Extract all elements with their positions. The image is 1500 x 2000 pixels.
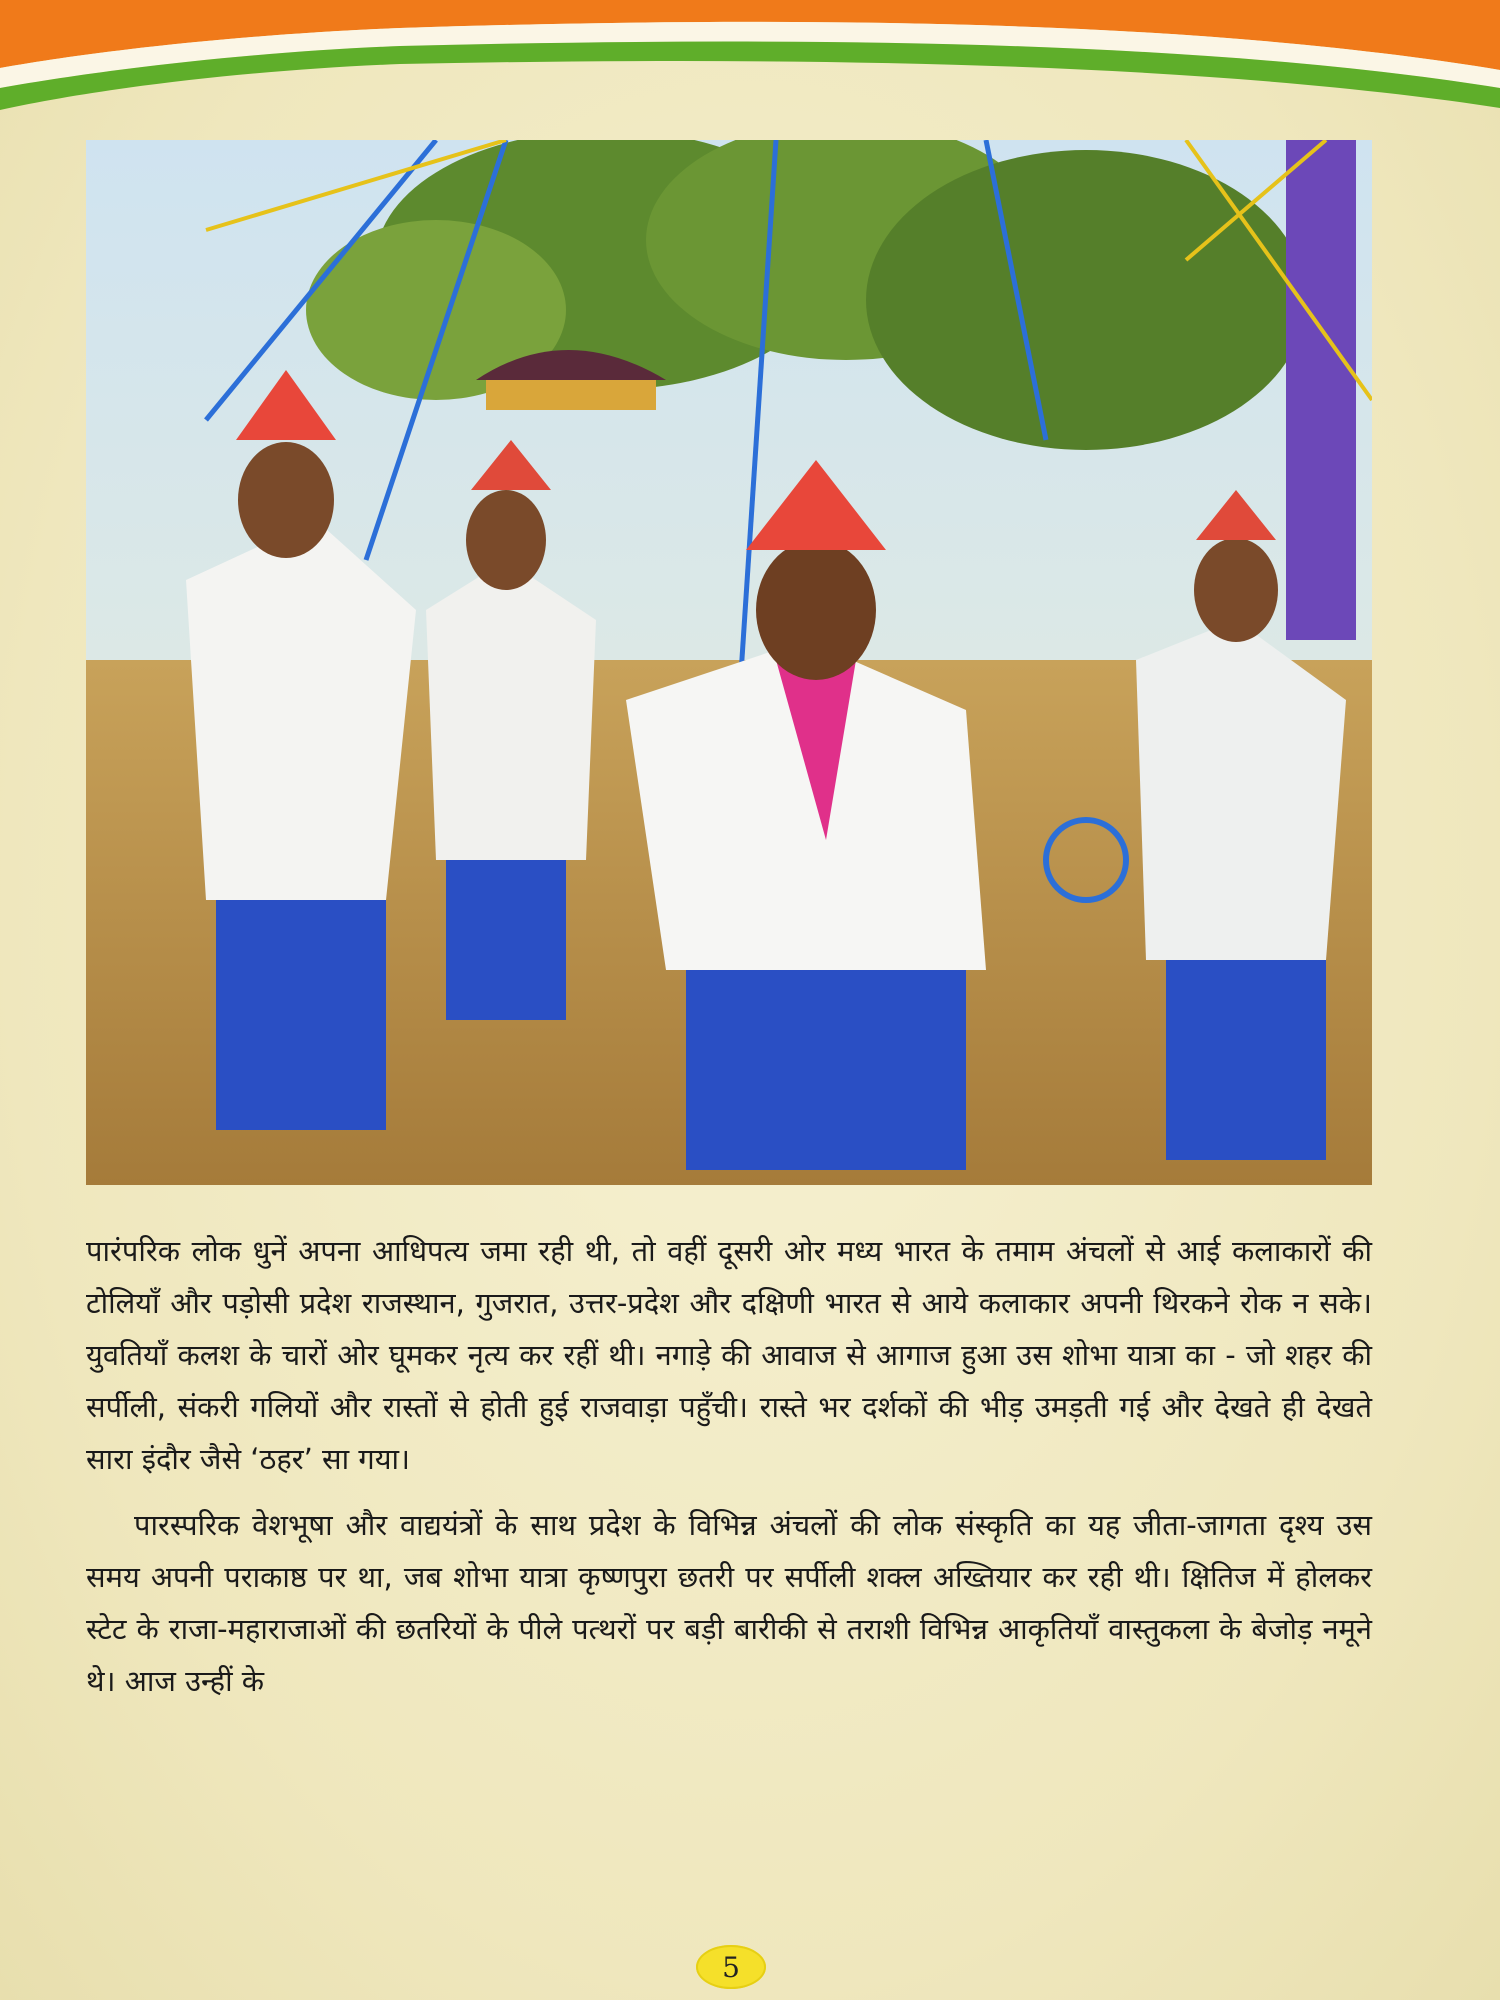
page-number-badge: 5	[696, 1945, 766, 1989]
tricolor-wave-banner	[0, 0, 1500, 150]
purple-banner-pole	[1286, 140, 1356, 640]
dancers-illustration	[86, 140, 1372, 1185]
paragraph-1: पारंपरिक लोक धुनें अपना आधिपत्य जमा रही थी, तो वहीं दूसरी ओर मध्य भारत के तमाम अंचलों से आई कलाकारों की टोलियाँ और पड़ोसी प्रदेश राजस्थान, गुजरात, उत्तर-प्रदेश और दक्षिणी भारत से आये कलाकार अपनी थिरकने रोक न सके। युवतियाँ कलश के चारों ओर घूमकर नृत्य कर रहीं थी। नगाड़े की आवाज से आगाज हुआ उस शोभा यात्रा का - जो शहर की सर्पीली, संकरी गलियों और रास्तों से होती हुई राजवाड़ा पहुँची। रास्ते भर दर्शकों की भीड़ उमड़ती गई और देखते ही देखते सारा इंदौर जैसे ‘ठहर’ सा गया।	[86, 1234, 1372, 1476]
folk-dancers-photo	[86, 140, 1372, 1185]
article-body	[86, 1225, 1372, 1707]
paragraph-2: पारस्परिक वेशभूषा और वाद्ययंत्रों के साथ प्रदेश के विभिन्न अंचलों की लोक संस्कृति का यह जीता-जागता दृश्य उस समय अपनी पराकाष्ठ पर था, जब शोभा यात्रा कृष्णपुरा छतरी पर सर्पीली शक्ल अख्तियार कर रही थी। क्षितिज में होलकर स्टेट के राजा-महाराजाओं की छतरियों के पीले पत्थरों पर बड़ी बारीकी से तराशी विभिन्न आकृतियाँ वास्तुकला के बेजोड़ नमूने थे। आज उन्हीं के	[86, 1508, 1372, 1698]
